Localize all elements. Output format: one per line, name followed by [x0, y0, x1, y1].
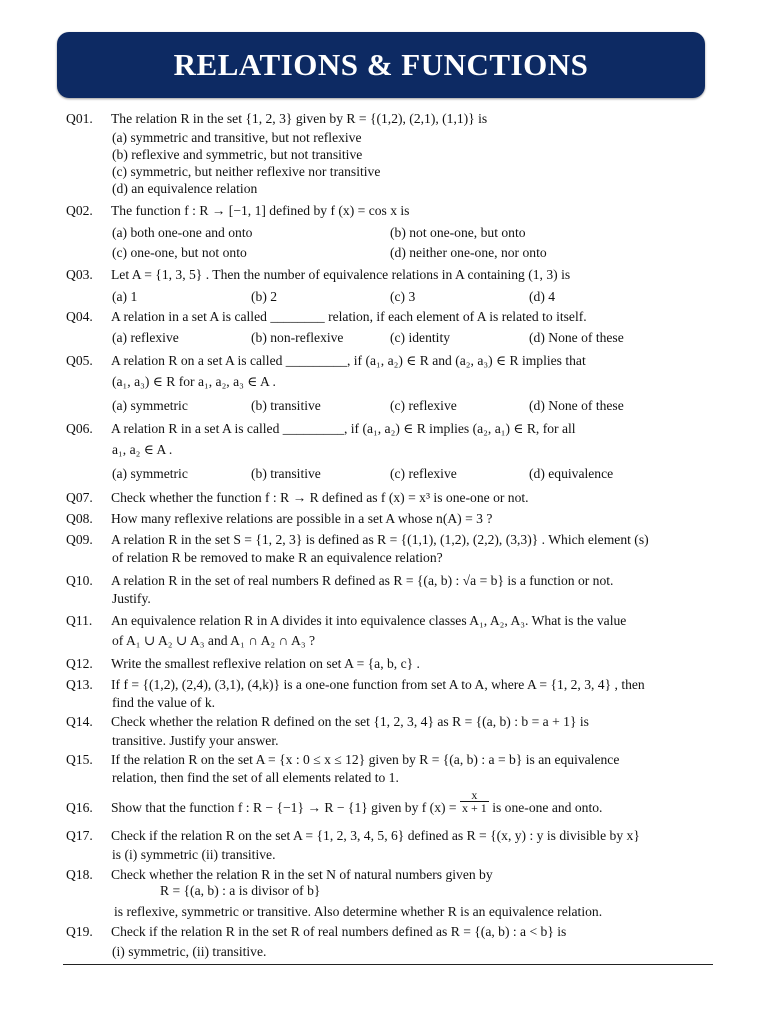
question-text: Let A = {1, 3, 5} . Then the number of equivalence relations in A containing (1, 3) is: [111, 267, 571, 282]
question-text-continued: transitive. Justify your answer.: [112, 733, 279, 748]
question-number: Q10.: [66, 573, 93, 588]
question-text: Check whether the relation R in the set N of natural numbers given by: [111, 867, 493, 882]
question-number: Q07.: [66, 490, 93, 505]
option-a: (a) symmetric and transitive, but not reflexive: [112, 130, 362, 145]
question-number: Q02.: [66, 203, 93, 218]
question-text-continued: (i) symmetric, (ii) transitive.: [112, 944, 267, 959]
fraction: [460, 789, 489, 814]
question-number: Q16.: [66, 800, 93, 815]
question-text: If the relation R on the set A = {x : 0 ≤ x ≤ 12} given by R = {(a, b) : a = b} is an equivalence: [111, 752, 620, 767]
question-text: Show that the function f : R − {−1} → R − {1} given by f (x) =: [111, 800, 457, 815]
question-number: Q14.: [66, 714, 93, 729]
option-c: (c) one-one, but not onto: [112, 245, 247, 260]
question-number: Q09.: [66, 532, 93, 547]
question-text-continued: is (i) symmetric (ii) transitive.: [112, 847, 276, 862]
question-text: The function f : R → [−1, 1] defined by f (x) = cos x is: [111, 203, 410, 218]
title-banner: [57, 32, 705, 98]
question-text: Check if the relation R on the set A = {1, 2, 3, 4, 5, 6} defined as R = {(x, y) : y is divisible by x}: [111, 828, 640, 843]
question-number: Q12.: [66, 656, 93, 671]
option-a: (a) reflexive: [112, 330, 179, 345]
option-d: (d) None of these: [529, 330, 624, 345]
question-text-row: [111, 788, 717, 816]
option-b: (b) not one-one, but onto: [390, 225, 526, 240]
question-number: Q08.: [66, 511, 93, 526]
question-number: Q19.: [66, 924, 93, 939]
question-number: Q03.: [66, 267, 93, 282]
question-text: Check whether the relation R defined on the set {1, 2, 3, 4} as R = {(a, b) : b = a + 1} is: [111, 714, 589, 729]
question-text: Write the smallest reflexive relation on set A = {a, b, c} .: [111, 656, 420, 671]
option-b: (b) 2: [251, 289, 278, 304]
question-text: A relation R in a set A is called _________, if (a₁, a₂) ∈ R implies (a₂, a₁) ∈ R, for all: [111, 421, 576, 436]
question-number: Q13.: [66, 677, 93, 692]
question-number: Q06.: [66, 421, 93, 436]
footer-divider: [63, 964, 713, 965]
question-text-continued: Justify.: [112, 591, 151, 606]
option-a: (a) symmetric: [112, 398, 188, 413]
question-text-continued: a₁, a₂ ∈ A .: [112, 442, 173, 457]
option-d: (d) equivalence: [529, 466, 614, 481]
question-number: Q17.: [66, 828, 93, 843]
question-number: Q11.: [66, 613, 93, 628]
question-text-continued: relation, then find the set of all elements related to 1.: [112, 770, 399, 785]
question-number: Q05.: [66, 353, 93, 368]
question-text: Check whether the function f : R → R defined as f (x) = x³ is one-one or not.: [111, 490, 529, 505]
fraction-numerator: x: [460, 789, 489, 802]
question-text: The relation R in the set {1, 2, 3} given by R = {(1,2), (2,1), (1,1)} is: [111, 111, 488, 126]
question-number: Q04.: [66, 309, 93, 324]
option-d: (d) an equivalence relation: [112, 181, 258, 196]
question-text-continued: (a₁, a₃) ∈ R for a₁, a₂, a₃ ∈ A .: [112, 374, 276, 389]
question-text-continued: is reflexive, symmetric or transitive. Also determine whether R is an equivalence relation.: [114, 904, 603, 919]
question-text: An equivalence relation R in A divides it into equivalence classes A₁, A₂, A₃. What is the value: [111, 613, 627, 628]
option-a: (a) 1: [112, 289, 138, 304]
option-d: (d) 4: [529, 289, 556, 304]
option-d: (d) neither one-one, nor onto: [390, 245, 547, 260]
option-c: (c) symmetric, but neither reflexive nor transitive: [112, 164, 381, 179]
relation-definition: R = {(a, b) : a is divisor of b}: [160, 883, 321, 898]
option-c: (c) identity: [390, 330, 451, 345]
option-d: (d) None of these: [529, 398, 624, 413]
question-text: A relation in a set A is called ________ relation, if each element of A is related to itself.: [111, 309, 587, 324]
question-text-continued: of A₁ ∪ A₂ ∪ A₃ and A₁ ∩ A₂ ∩ A₃ ?: [112, 633, 316, 648]
option-a: (a) both one-one and onto: [112, 225, 253, 240]
question-text: A relation R in the set S = {1, 2, 3} is defined as R = {(1,1), (1,2), (2,2), (3,3)} . Which element (s): [111, 532, 649, 547]
fraction-denominator: x + 1: [462, 801, 487, 816]
option-b: (b) non-reflexive: [251, 330, 344, 345]
question-text-end: is one-one and onto.: [492, 800, 603, 815]
question-number: Q01.: [66, 111, 93, 126]
option-a: (a) symmetric: [112, 466, 188, 481]
option-c: (c) reflexive: [390, 398, 457, 413]
question-text: If f = {(1,2), (2,4), (3,1), (4,k)} is a one-one function from set A to A, where A = {1, 2, 3, 4} , then: [111, 677, 645, 692]
question-text-continued: of relation R be removed to make R an equivalence relation?: [112, 550, 443, 565]
question-text: Check if the relation R in the set R of real numbers defined as R = {(a, b) : a < b} is: [111, 924, 567, 939]
option-b: (b) transitive: [251, 466, 321, 481]
question-text: How many reflexive relations are possible in a set A whose n(A) = 3 ?: [111, 511, 493, 526]
question-number: Q15.: [66, 752, 93, 767]
question-text: A relation R on a set A is called _________, if (a₁, a₂) ∈ R and (a₂, a₃) ∈ R implies that: [111, 353, 586, 368]
option-c: (c) reflexive: [390, 466, 457, 481]
question-number: Q18.: [66, 867, 93, 882]
question-text: A relation R in the set of real numbers R defined as R = {(a, b) : √a = b} is a function or not.: [111, 573, 614, 588]
option-b: (b) transitive: [251, 398, 321, 413]
option-c: (c) 3: [390, 289, 416, 304]
option-b: (b) reflexive and symmetric, but not transitive: [112, 147, 363, 162]
page-title: RELATIONS & FUNCTIONS: [173, 47, 589, 82]
question-text-continued: find the value of k.: [112, 695, 216, 710]
